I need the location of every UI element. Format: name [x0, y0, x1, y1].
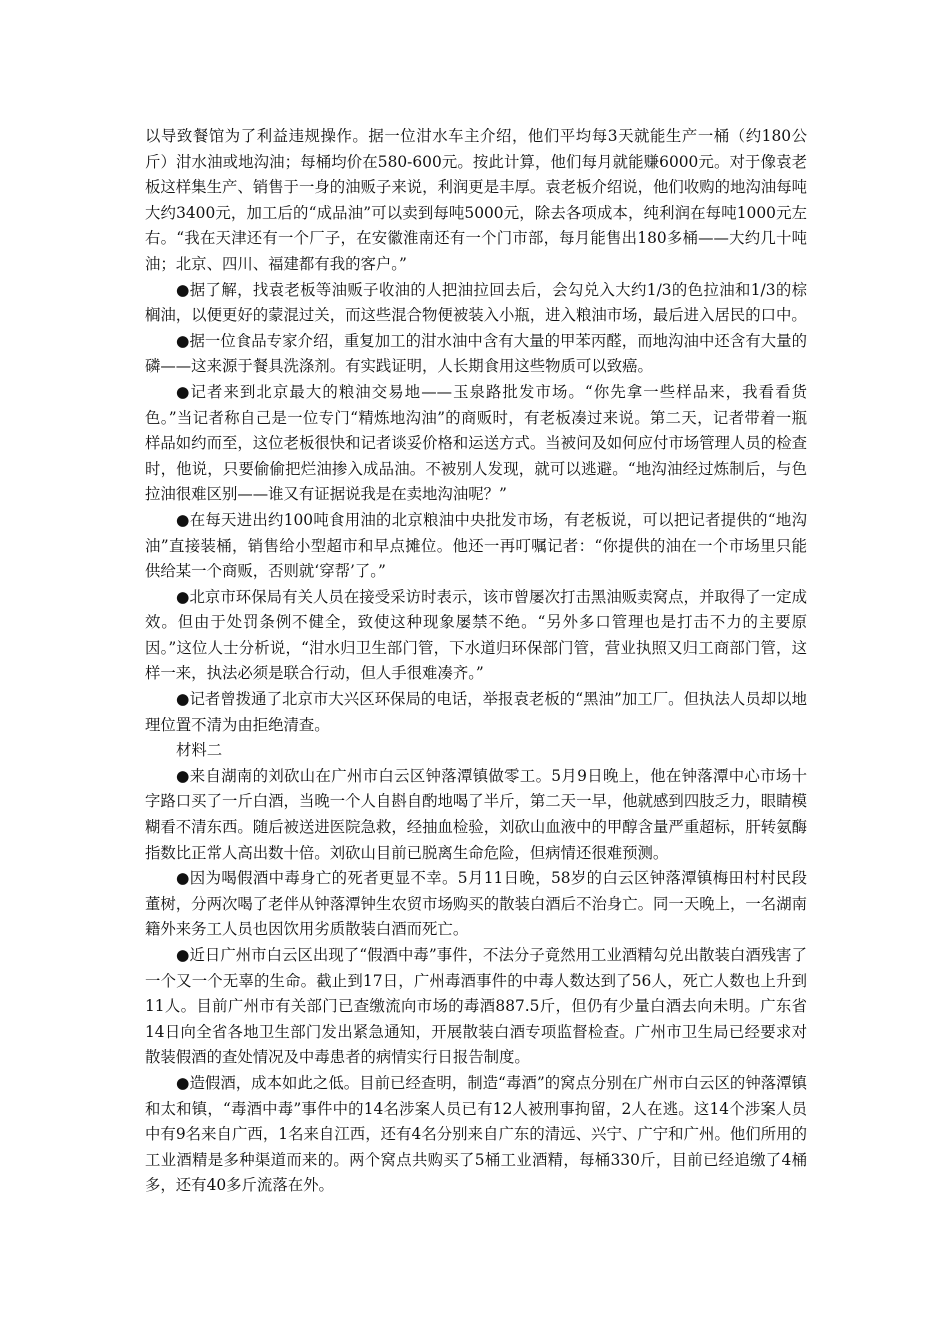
paragraph-expert-warning: ●据一位食品专家介绍，重复加工的泔水油中含有大量的甲苯丙醛，而地沟油中还含有大量的磷——这来源于餐具洗涤剂。有实践证明，人长期食用这些物质可以致癌。 — [145, 331, 807, 376]
paragraph-victim-death: ●因为喝假酒中毒身亡的死者更显不幸。5月11日晚，58岁的白云区钟落潭镇梅田村村民段董树，分两次喝了老伴从钟落潭钟生农贸市场购买的散装白酒后不治身亡。同一天晚上，一名湖南籍外来务工人员也因饮用劣质散装白酒而死亡。 — [145, 869, 807, 939]
paragraph-liu-kanshan: ●来自湖南的刘砍山在广州市白云区钟落潭镇做零工。5月9日晚上，他在钟落潭中心市场十字路口买了一斤白酒，当晚一个人自斟自酌地喝了半斤，第二天一早，他就感到四肢乏力，眼睛模糊看不清东西。随后被送进医院急救，经抽血检验，刘砍山血液中的甲醇含量严重超标，肝转氨酶指数比正常人高出数十倍。刘砍山目前已脱离生命危险，但病情还很难预测。 — [145, 766, 807, 862]
paragraph-blending-oil: ●据了解，找袁老板等油贩子收油的人把油拉回去后，会勾兑入大约1/3的色拉油和1/3的棕榈油，以便更好的蒙混过关，而这些混合物便被装入小瓶，进入粮油市场，最后进入居民的口中。 — [145, 280, 807, 325]
paragraph-central-market: ●在每天进出约100吨食用油的北京粮油中央批发市场，有老板说，可以把记者提供的“地沟油”直接装桶，销售给小型超市和早点摊位。他还一再叮嘱记者：“你提供的油在一个市场里只能供给某一个商贩，否则就‘穿帮’了。” — [145, 510, 807, 581]
section-title-material-two: 材料二 — [176, 741, 223, 760]
paragraph-daxing-report: ●记者曾拨通了北京市大兴区环保局的电话，举报袁老板的“黑油”加工厂。但执法人员却以地理位置不清为由拒绝清查。 — [145, 690, 807, 734]
paragraph-environment-bureau: ●北京市环保局有关人员在接受采访时表示，该市曾屡次打击黑油贩卖窝点，并取得了一定成效。但由于处罚条例不健全，致使这种现象屡禁不绝。“另外多口管理也是打击不力的主要原因。”这位人士分析说，“泔水归卫生部门管，下水道归环保部门管，营业执照又归工商部门管，这样一来，执法必须是联合行动，但人手很难凑齐。” — [145, 587, 807, 683]
paragraph-continuation: 以导致餐馆为了利益违规操作。据一位泔水车主介绍，他们平均每3天就能生产一桶（约180公斤）泔水油或地沟油；每桶均价在580-600元。按此计算，他们每月就能赚6000元。对于像袁老板这样集生产、销售于一身的油贩子来说，利润更是丰厚。袁老板介绍说，他们收购的地沟油每吨大约3400元，加工后的“成品油”可以卖到每吨5000元，除去各项成本，纯利润在每吨1000元左右。“我在天津还有一个厂子，在安徽淮南还有一个门市部，每月能售出180多桶——大约几十吨油；北京、四川、福建都有我的客户。” — [145, 127, 807, 273]
paragraph-poison-incident: ●近日广州市白云区出现了“假酒中毒”事件，不法分子竟然用工业酒精勾兑出散装白酒残害了一个又一个无辜的生命。截止到17日，广州毒酒事件的中毒人数达到了56人，死亡人数也上升到11人。目前广州市有关部门已查缴流向市场的毒酒887.5斤，但仍有少量白酒去向未明。广东省14日向全省各地卫生部门发出紧急通知，开展散装白酒专项监督检查。广州市卫生局已经要求对散装假酒的查处情况及中毒患者的病情实行日报告制度。 — [145, 946, 807, 1067]
paragraph-counterfeit-cost: ●造假酒，成本如此之低。目前已经查明，制造“毒酒”的窝点分别在广州市白云区的钟落潭镇和太和镇，“毒酒中毒”事件中的14名涉案人员已有12人被刑事拘留，2人在逃。这14个涉案人员中有9名来自广西，1名来自江西，还有4名分别来自广东的清远、兴宁、广宁和广州。他们所用的工业酒精是多种渠道而来的。两个窝点共购买了5桶工业酒精，每桶330斤，目前已经追缴了4桶多，还有40多斤流落在外。 — [145, 1073, 807, 1195]
document-page — [145, 124, 807, 1199]
paragraph-yuquan-market: ●记者来到北京最大的粮油交易地——玉泉路批发市场。“你先拿一些样品来，我看看货色。”当记者称自己是一位专门“精炼地沟油”的商贩时，有老板凑过来说。第二天，记者带着一瓶样品如约而至，这位老板很快和记者谈妥价格和运送方式。当被问及如何应付市场管理人员的检查时，他说，只要偷偷把烂油掺入成品油。不被别人发现，就可以逃避。“地沟油经过炼制后，与色拉油很难区别——谁又有证据说我是在卖地沟油呢？” — [145, 382, 807, 504]
